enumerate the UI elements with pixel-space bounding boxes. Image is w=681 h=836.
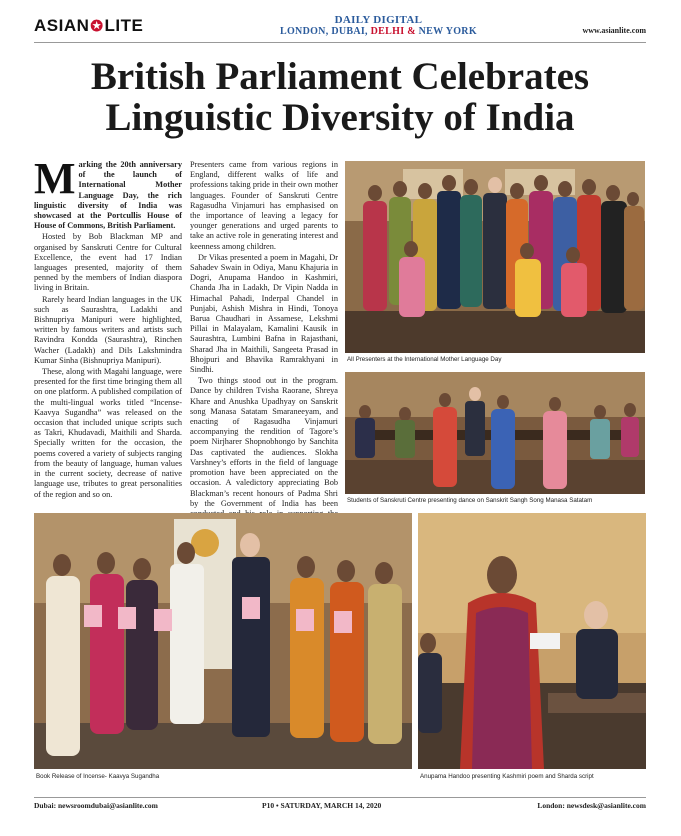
edition-title: DAILY DIGITAL (334, 14, 423, 26)
headline-line-1: British Parliament Celebrates (90, 55, 590, 98)
caption-book-release: Book Release of Incense- Kaavya Sugandha (36, 773, 160, 780)
logo-emblem-icon: ✪ (90, 18, 104, 35)
caption-students-dance: Students of Sanskruti Centre presenting dance on Sanskrit Sangh Song Manasa Satatam (347, 497, 593, 504)
article-paragraph: Rarely heard Indian languages in the UK such as Saurashtra, Ladakhi and Bishnupriya Manipuri were highlighted, written by famous writers and artists such Ravindra Kondda (Saurashtra), Rinchen Wacher (Ladakh) and Dils Lakshmindra Kumar Sinha (Bishnupriya Manipuri). (34, 294, 182, 365)
article-headline (30, 56, 650, 138)
footer-london-email[interactable]: London: newsdesk@asianlite.com (537, 801, 646, 810)
logo-text-left: ASIAN (34, 16, 90, 35)
city-dubai: DUBAI, (331, 26, 368, 37)
footer-divider (34, 797, 646, 798)
footer-dubai-email[interactable]: Dubai: newsroomdubai@asianlite.com (34, 801, 158, 810)
article-paragraph: Hosted by Bob Blackman MP and organised by Sanskruti Centre for Cultural Excellence, the event had 17 Indian languages presented, majority of them penned by the members of Indian diaspora living in Britain. (34, 232, 182, 293)
article-paragraph: These, along with Magahi language, were presented for the first time bringing them all on one platform. A published compilation of the multi-lingual works titled “Incense-Kaavya Sugandha” was released on the occasion that included unique scripts such as Takri, Khudavadi, Maithili and Sharda. Specially written for the occasion, the poems covered a variety of subjects ranging from the beauty of language, human values in the current society, decrease of native language use, tributes to great personalities of the region and so on. (34, 367, 182, 499)
site-url[interactable]: www.asianlite.com (582, 26, 646, 35)
article-paragraph: Presenters came from various regions in England, different walks of life and professions taking pride in their own mother languages. Founder of Sanskruti Centre Ragasudha Vinjamuri has emphasised on the importance of leaving a legacy for younger generations and urged parents to take an active role in generating interest and keenness among children. (190, 160, 338, 251)
caption-kashmiri-poem: Anupama Handoo presenting Kashmiri poem and Sharda script (420, 773, 594, 780)
masthead-divider (34, 42, 646, 43)
article-paragraph: Dr Vikas presented a poem in Magahi, Dr Sahadev Swain in Odiya, Manu Khajuria in Dogri, Anupama Handoo in Kashmiri, Chanda Jha in Ladakh, Dr Vipin Nadda in Himachal Pahadi, Inderpal Chandel in Punjabi, Ashish Mishra in Hindi, Tonoya Barua Chaudhari in Assamese, Lekshmi Pillai in Malayalam, Kamalini Kausik in Saurashtra, Lumbini Bafna in Rajasthani, Sharad Jha in Maithili, Sangeeta Prasad in Bhojpuri and Bhavika Ramrakhyani in Sindhi. (190, 252, 338, 375)
article-column-1 (34, 154, 182, 501)
city-delhi: DELHI (370, 26, 405, 37)
city-new-york: NEW YORK (418, 26, 477, 37)
logo-text-right: LITE (104, 16, 144, 35)
masthead (34, 12, 646, 42)
drop-cap: M (34, 154, 76, 203)
city-ampersand: & (407, 26, 416, 37)
edition-cities (280, 26, 477, 37)
city-london: LONDON, (280, 26, 329, 37)
article-paragraph: Two things stood out in the program. Dance by children Tvisha Raorane, Shreya Khare and Anushka Upadhyay on Sanskrit song Manasa Satatam Smaraneeyam, and enacting of Ragasudha Vinjamuri accompanying the rendition of Tagore’s poem Nirjharer Shopnobhongo by Sanchita Das captivated the audiences. Slokha Varshney’s efforts in the field of language promotion have been appreciated on the occasion. A valedictory appreciating Bob Blackman’s recent honours of Padma Shri by the Government of India has been (190, 376, 338, 508)
footer-page-date: P10 • SATURDAY, MARCH 14, 2020 (262, 801, 382, 810)
asianlite-logo[interactable] (34, 16, 143, 36)
photo-book-release (34, 513, 412, 769)
headline-line-2: Linguistic Diversity of India (105, 96, 575, 139)
caption-all-presenters: All Presenters at the International Mother Language Day (347, 356, 502, 363)
lead-text: arking the 20th anniversary of the launch of International Mother Language Day, the rich linguistic diversity of India was showcased at the Portcullis House of House of Commons, British Parliament. (34, 160, 182, 231)
article-column-2 (190, 160, 338, 530)
photo-kashmiri-poem (418, 513, 646, 769)
photo-students-dance (345, 372, 645, 494)
edition-banner (280, 14, 477, 37)
article-lead-paragraph (34, 154, 182, 231)
photo-all-presenters (345, 161, 645, 353)
